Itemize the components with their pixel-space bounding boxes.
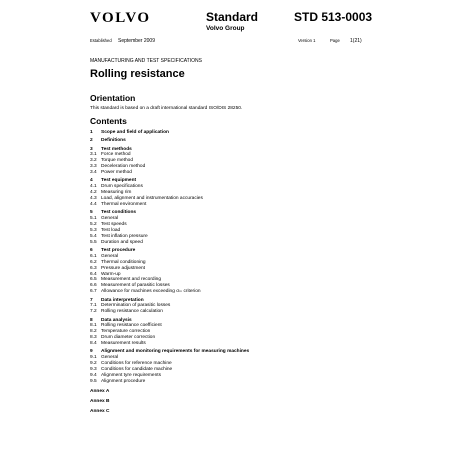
toc-number: 8.2 [90, 329, 97, 335]
toc-title: Torque method [101, 158, 133, 164]
document-title: Rolling resistance [90, 68, 185, 80]
toc-number: 6.1 [90, 253, 97, 259]
toc-number: 6 [90, 247, 93, 253]
toc-number: 4.4 [90, 201, 97, 207]
toc-number: 6.3 [90, 265, 97, 271]
toc-title: Measurement of parasitic losses [101, 283, 170, 289]
toc-number: 4 [90, 178, 93, 184]
toc-annex [90, 399, 380, 405]
orientation-text: This standard is based on a draft international standard ISO/DIS 28250. [90, 106, 243, 111]
toc-number: 4.2 [90, 190, 97, 196]
toc-title: Drum specifications [101, 184, 143, 190]
toc-title: Measuring rim [101, 190, 132, 196]
toc-annex [90, 409, 380, 415]
toc-item [90, 202, 380, 208]
annex-title: Annex C [90, 408, 110, 414]
toc-number: 6.4 [90, 271, 97, 277]
toc-chapter [90, 130, 380, 136]
toc-number: 5.4 [90, 233, 97, 239]
toc-title: Alignment tyre requirements [101, 372, 161, 378]
table-of-contents [90, 130, 380, 414]
toc-number: 6.7 [90, 289, 97, 295]
toc-title: Conditions for candidate machine [101, 367, 173, 373]
toc-number: 8.4 [90, 341, 97, 347]
page-label: Page [330, 38, 340, 43]
toc-item [90, 289, 380, 295]
toc-title: Alignment and monitoring requirements for measuring machines [101, 349, 250, 355]
toc-number: 2 [90, 138, 93, 144]
page-number: 1(21) [350, 38, 362, 44]
version-label: Version 1 [298, 38, 316, 43]
toc-number: 6.6 [90, 283, 97, 289]
volvo-logo: VOLVO [90, 10, 151, 26]
toc-title: Pressure adjustment [101, 265, 145, 271]
toc-chapter [90, 138, 380, 144]
toc-number: 9.1 [90, 355, 97, 361]
toc-title: Conditions for reference machine [101, 361, 172, 367]
toc-title: Load, alignment and instrumentation accuracies [101, 196, 203, 202]
toc-title: Thermal conditioning [101, 259, 146, 265]
toc-item [90, 240, 380, 246]
toc-number: 9.3 [90, 367, 97, 373]
toc-item [90, 341, 380, 347]
annex-title: Annex A [90, 388, 110, 394]
toc-title: Measurement and recording [101, 277, 161, 283]
toc-title: Test procedure [101, 247, 136, 253]
document-group: Volvo Group [206, 25, 245, 32]
toc-number: 6.2 [90, 259, 97, 265]
toc-title: Power method [101, 170, 132, 176]
document-type: Standard [206, 10, 259, 24]
toc-title: Alignment procedure [101, 378, 146, 384]
toc-title: Test methods [101, 146, 132, 152]
document-meta [90, 38, 372, 46]
toc-title: General [101, 216, 119, 222]
toc-number: 3.4 [90, 170, 97, 176]
toc-title: Temperature correction [101, 329, 151, 335]
toc-title: Test speeds [101, 222, 127, 228]
toc-item [90, 170, 380, 176]
toc-title: Scope and field of application [101, 130, 169, 135]
toc-number: 5.1 [90, 216, 97, 222]
toc-title: Warm-up [101, 271, 121, 277]
toc-title: Test inflation pressure [101, 233, 148, 239]
toc-title: Definitions [101, 138, 126, 144]
toc-number: 1 [90, 130, 93, 135]
established-label: Established [90, 38, 112, 43]
toc-number: 8.3 [90, 335, 97, 341]
toc-title: Deceleration method [101, 164, 146, 170]
toc-title: Data interpretation [101, 297, 144, 303]
toc-number: 7.2 [90, 309, 97, 315]
toc-title: Thermal environment [101, 201, 147, 207]
toc-title: Force method [101, 152, 131, 158]
page-header [90, 10, 390, 36]
toc-number: 5 [90, 210, 93, 216]
toc-title: Allowance for machines exceeding σₘ criterion [101, 289, 201, 295]
document-kicker: MANUFACTURING AND TEST SPECIFICATIONS [90, 58, 202, 64]
toc-number: 3.2 [90, 158, 97, 164]
toc-number: 9 [90, 349, 93, 355]
toc-number: 8 [90, 317, 93, 323]
toc-number: 5.5 [90, 239, 97, 245]
annex-title: Annex B [90, 398, 110, 404]
contents-heading: Contents [90, 116, 127, 126]
toc-title: Test load [101, 227, 121, 233]
toc-number: 3.3 [90, 164, 97, 170]
toc-number: 8.1 [90, 323, 97, 329]
toc-title: Drum diameter correction [101, 335, 156, 341]
toc-number: 5.3 [90, 227, 97, 233]
orientation-heading: Orientation [90, 93, 136, 103]
toc-title: Duration and speed [101, 239, 143, 245]
toc-title: Test equipment [101, 178, 137, 184]
toc-title: Rolling resistance calculation [101, 309, 163, 315]
document-number: STD 513-0003 [294, 10, 373, 24]
toc-number: 7 [90, 297, 93, 303]
toc-title: Rolling resistance coefficient [101, 323, 162, 329]
toc-title: General [101, 355, 119, 361]
toc-title: Measurement results [101, 341, 146, 347]
toc-number: 3.1 [90, 152, 97, 158]
toc-number: 6.5 [90, 277, 97, 283]
toc-annex [90, 389, 380, 395]
toc-number: 9.5 [90, 378, 97, 384]
toc-number: 9.4 [90, 372, 97, 378]
established-date: September 2009 [118, 38, 155, 44]
toc-title: Determination of parasitic losses [101, 303, 171, 309]
toc-number: 3 [90, 146, 93, 152]
document-body [90, 58, 380, 414]
toc-number: 7.1 [90, 303, 97, 309]
toc-item [90, 379, 380, 385]
toc-number: 4.1 [90, 184, 97, 190]
toc-item [90, 309, 380, 315]
toc-number: 4.3 [90, 196, 97, 202]
toc-title: Test conditions [101, 210, 137, 216]
toc-title: Data analysis [101, 317, 132, 323]
toc-number: 5.2 [90, 222, 97, 228]
toc-number: 9.2 [90, 361, 97, 367]
toc-title: General [101, 253, 119, 259]
